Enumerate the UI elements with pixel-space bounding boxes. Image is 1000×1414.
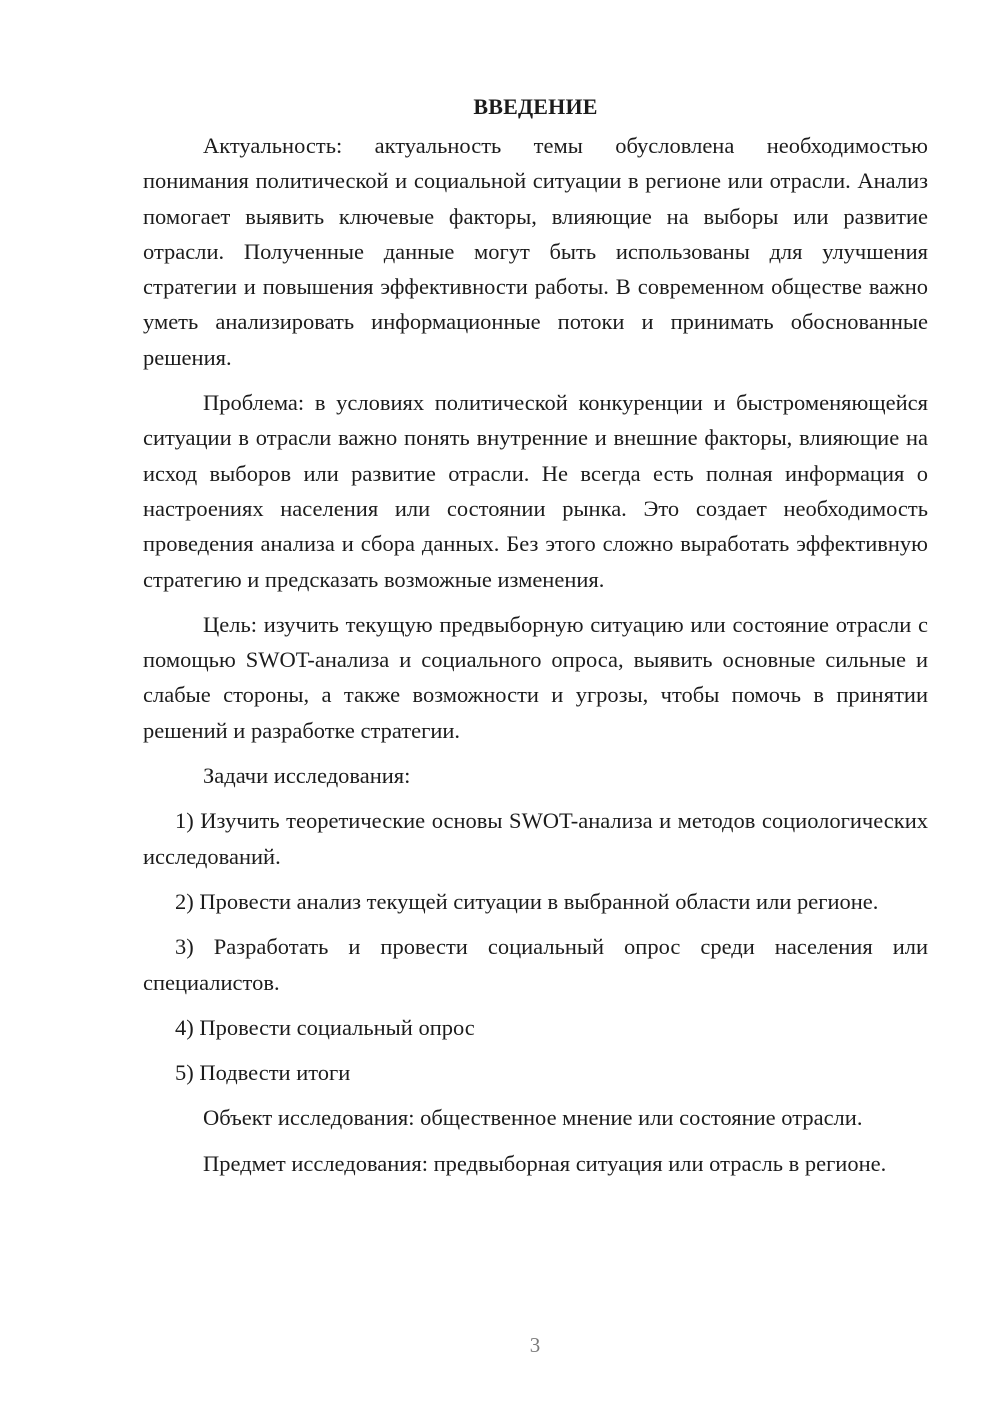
paragraph-goal: Цель: изучить текущую предвыборную ситуацию или состояние отрасли с помощью SWOT-анализа и социального опроса, выявить основные сильные и слабые стороны, а также возможности и угрозы, чтобы помочь в принятии решений и разработке стратегии. — [143, 611, 928, 743]
task-item-4: 4) Провести социальный опрос — [175, 1014, 475, 1040]
task-item-2: 2) Провести анализ текущей ситуации в выбранной области или регионе. — [175, 888, 879, 914]
tasks-heading: Задачи исследования: — [203, 763, 411, 789]
page-title: ВВЕДЕНИЕ — [473, 94, 598, 119]
paragraph-subject: Предмет исследования: предвыборная ситуация или отрасль в регионе. — [203, 1150, 887, 1176]
task-item-5: 5) Подвести итоги — [175, 1060, 351, 1086]
page-number: 3 — [529, 1333, 541, 1357]
document-page — [143, 92, 928, 1191]
paragraph-object: Объект исследования: общественное мнение или состояние отрасли. — [203, 1105, 863, 1131]
task-item-1: 1) Изучить теоретические основы SWOT-анализа и методов социологических исследований. — [143, 808, 928, 869]
task-item-3: 3) Разработать и провести социальный опрос среди населения или специалистов. — [143, 934, 928, 995]
paragraph-problem: Проблема: в условиях политической конкуренции и быстроменяющейся ситуации в отрасли важно понять внутренние и внешние факторы, влияющие на исход выборов или развитие отрасли. Не всегда есть полная информация о настроениях населения или состоянии рынка. Это создает необходимость проведения анализа и сбора данных. Без этого сложно выработать эффективную стратегию и предсказать возможные изменения. — [143, 390, 928, 592]
paragraph-relevance: Актуальность: актуальность темы обусловлена необходимостью понимания политической и социальной ситуации в регионе или отрасли. Анализ помогает выявить ключевые факторы, влияющие на выборы или развитие отрасли. Полученные данные могут быть использованы для улучшения стратегии и повышения эффективности работы. В современном обществе важно уметь анализировать информационные потоки и принимать обоснованные решения. — [143, 133, 928, 370]
